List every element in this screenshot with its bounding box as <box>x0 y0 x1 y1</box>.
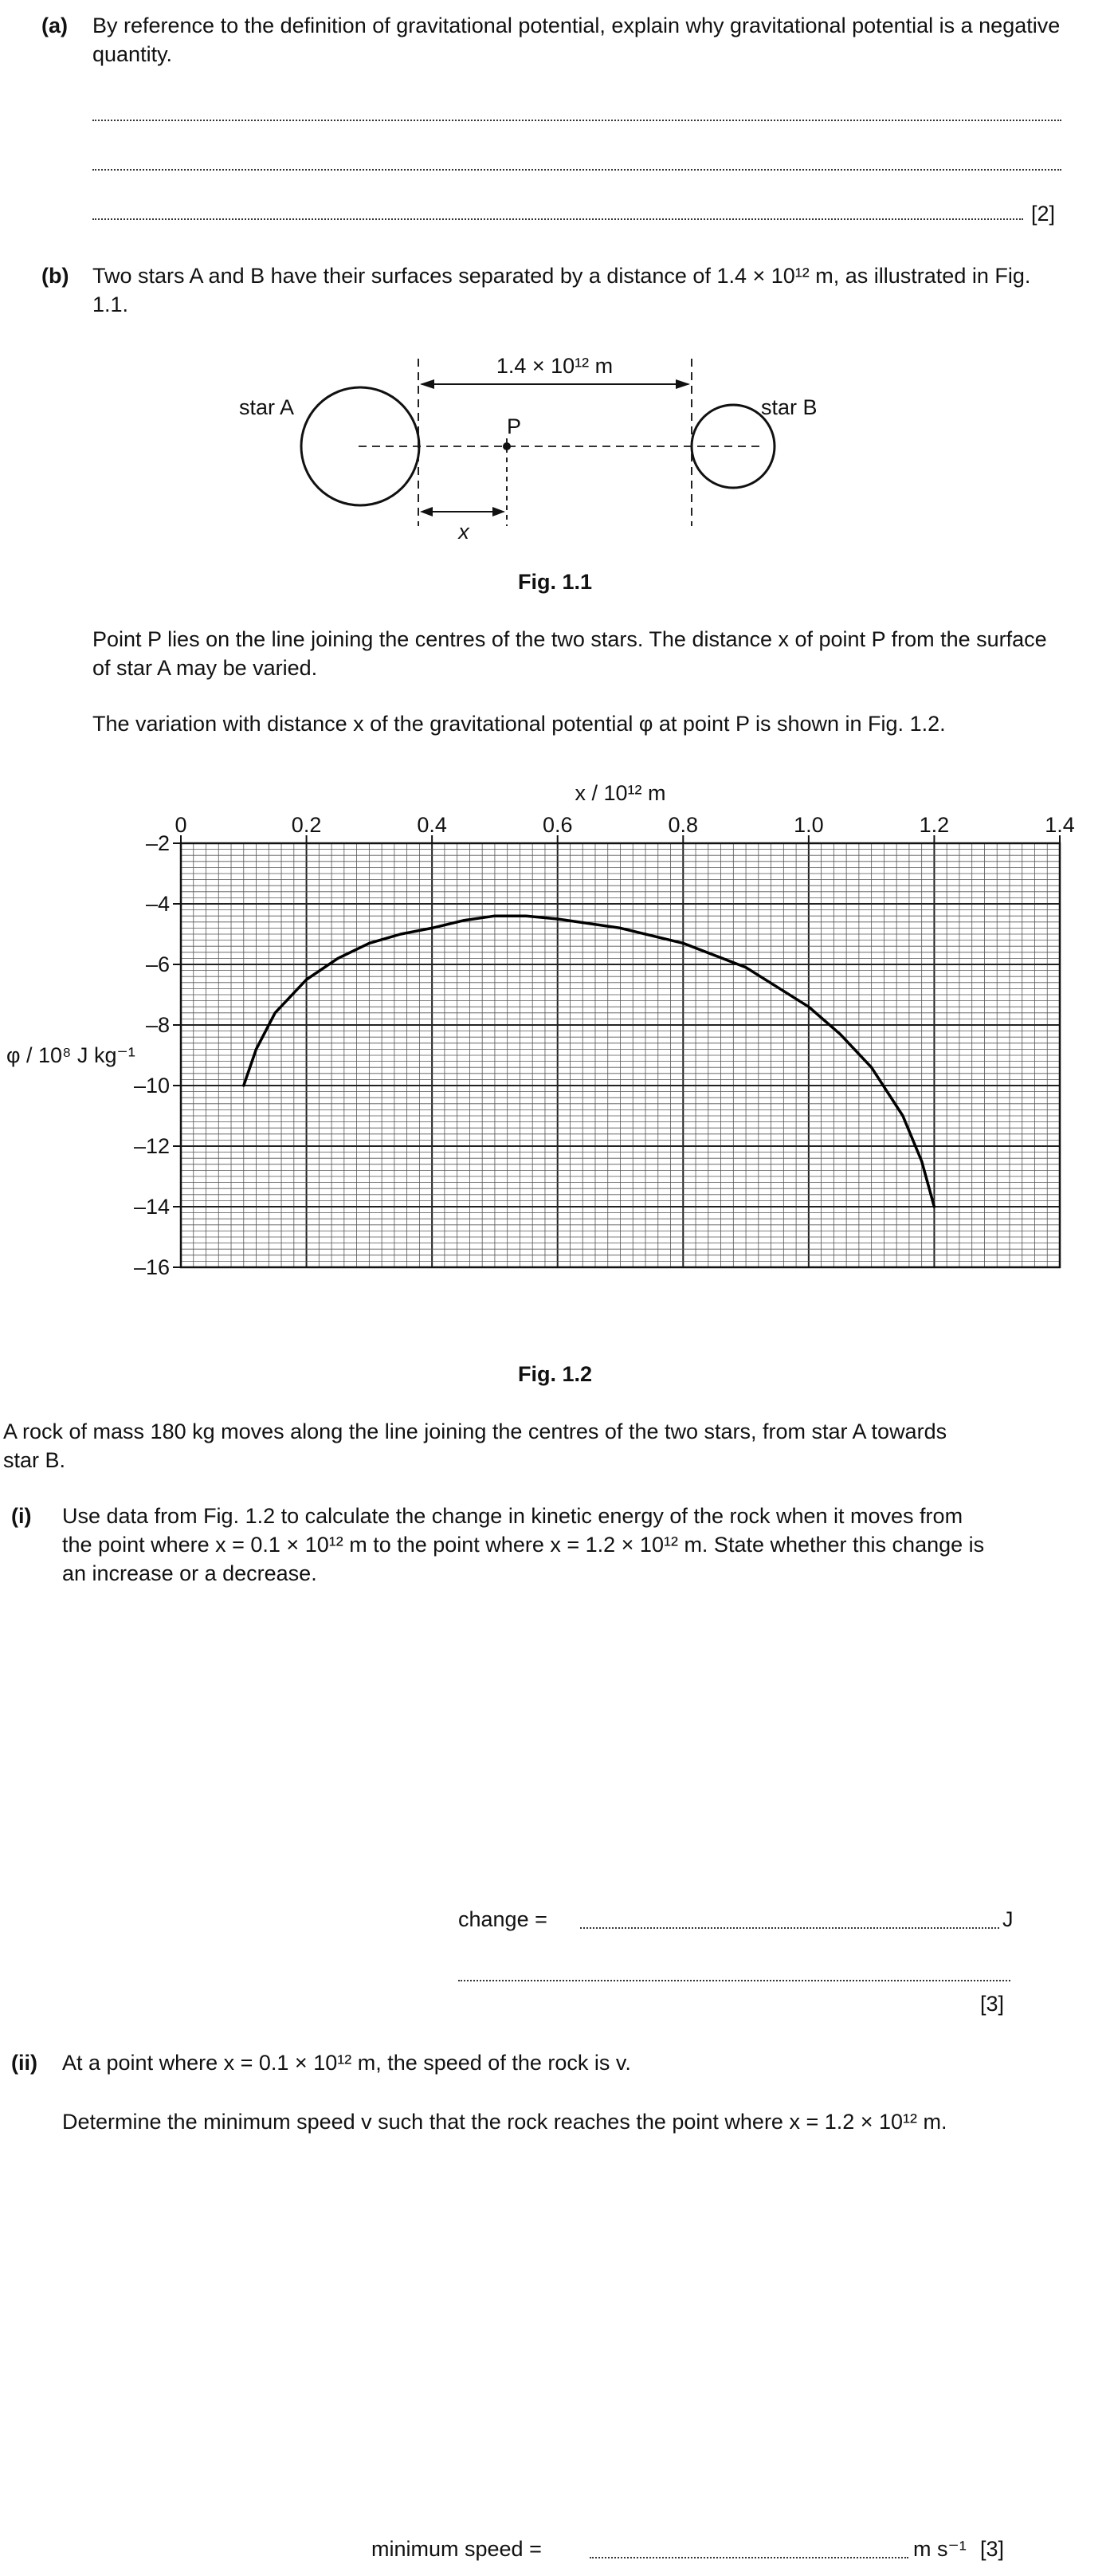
rock-description: A rock of mass 180 kg moves along the line joining the centres of the two stars, from star A towards star B. <box>3 1420 947 1472</box>
y-tick-label: –6 <box>145 952 170 976</box>
x-tick-label: 0.2 <box>291 813 322 837</box>
x-tick-label: 1.0 <box>794 813 824 837</box>
part-b-label: (b) <box>41 264 69 288</box>
part-ii-label: (ii) <box>11 2051 37 2075</box>
para-point-p: Point P lies on the line joining the centres of the two stars. The distance x of point P from the surface of star A may be varied. <box>92 627 1047 680</box>
x-tick-label: 0 <box>175 813 187 837</box>
part-ii-marks: [3] <box>980 2537 1005 2561</box>
change-answer-field[interactable] <box>580 1927 999 1929</box>
change-unit: J <box>1002 1907 1014 1931</box>
part-a-question: By reference to the definition of gravitational potential, explain why gravitational potential is a negative quantity. <box>92 14 1061 66</box>
y-tick-label: –12 <box>133 1134 170 1158</box>
y-tick-label: –14 <box>133 1195 170 1219</box>
x-tick-label: 0.8 <box>668 813 699 837</box>
x-tick-label: 1.2 <box>919 813 950 837</box>
star-a-label: star A <box>239 395 295 419</box>
point-p-dot <box>503 442 511 450</box>
part-i-question: Use data from Fig. 1.2 to calculate the change in kinetic energy of the rock when it moves from the point where x = 0.1 × 10¹² m to the point where x = 1.2 × 10¹² m. State whether this change is an increase or a decrease. <box>62 1504 985 1585</box>
x-tick-label: 1.4 <box>1045 813 1075 837</box>
part-i-label: (i) <box>11 1504 32 1528</box>
x-tick-label: 0.4 <box>417 813 447 837</box>
min-speed-answer-field[interactable] <box>590 2557 908 2558</box>
part-i-marks: [3] <box>980 1992 1005 2016</box>
min-speed-unit: m s⁻¹ <box>913 2537 967 2561</box>
fig-1-2-caption: Fig. 1.2 <box>517 1362 593 1386</box>
x-distance-label: x <box>458 520 469 542</box>
part-ii-line2: Determine the minimum speed v such that the rock reaches the point where x = 1.2 × 10¹² m. <box>62 2110 947 2134</box>
answer-line-a2[interactable] <box>92 169 1061 171</box>
change-answer-label: change = <box>458 1907 547 1931</box>
point-p-label: P <box>507 414 522 438</box>
part-a-marks: [2] <box>1031 202 1056 226</box>
min-speed-answer-label: minimum speed = <box>371 2537 542 2561</box>
part-a-label: (a) <box>41 14 68 37</box>
x-axis-label: x / 10¹² m <box>575 781 666 805</box>
y-axis-label: φ / 10⁸ J kg⁻¹ <box>6 1043 135 1067</box>
y-tick-label: –4 <box>145 892 170 916</box>
para-variation: The variation with distance x of the gravitational potential φ at point P is shown in Fig. 1.2. <box>92 712 946 736</box>
answer-line-a3[interactable] <box>92 218 1023 220</box>
y-tick-label: –8 <box>145 1013 170 1037</box>
y-tick-label: –16 <box>133 1255 170 1279</box>
y-tick-label: –10 <box>133 1074 170 1098</box>
y-tick-label: –2 <box>145 831 170 855</box>
separation-label: 1.4 × 10¹² m <box>496 354 614 378</box>
x-tick-label: 0.6 <box>542 813 573 837</box>
answer-line-a1[interactable] <box>92 120 1061 121</box>
increase-decrease-field[interactable] <box>458 1980 1010 1981</box>
fig-1-1-diagram <box>0 335 1110 542</box>
fig-1-2-graph <box>0 765 1110 1307</box>
part-ii-line1: At a point where x = 0.1 × 10¹² m, the speed of the rock is v. <box>62 2051 631 2075</box>
star-b-label: star B <box>761 395 818 419</box>
fig-1-1-caption: Fig. 1.1 <box>517 570 593 594</box>
part-b-intro: Two stars A and B have their surfaces separated by a distance of 1.4 × 10¹² m, as illustrated in Fig. 1.1. <box>92 264 1031 316</box>
